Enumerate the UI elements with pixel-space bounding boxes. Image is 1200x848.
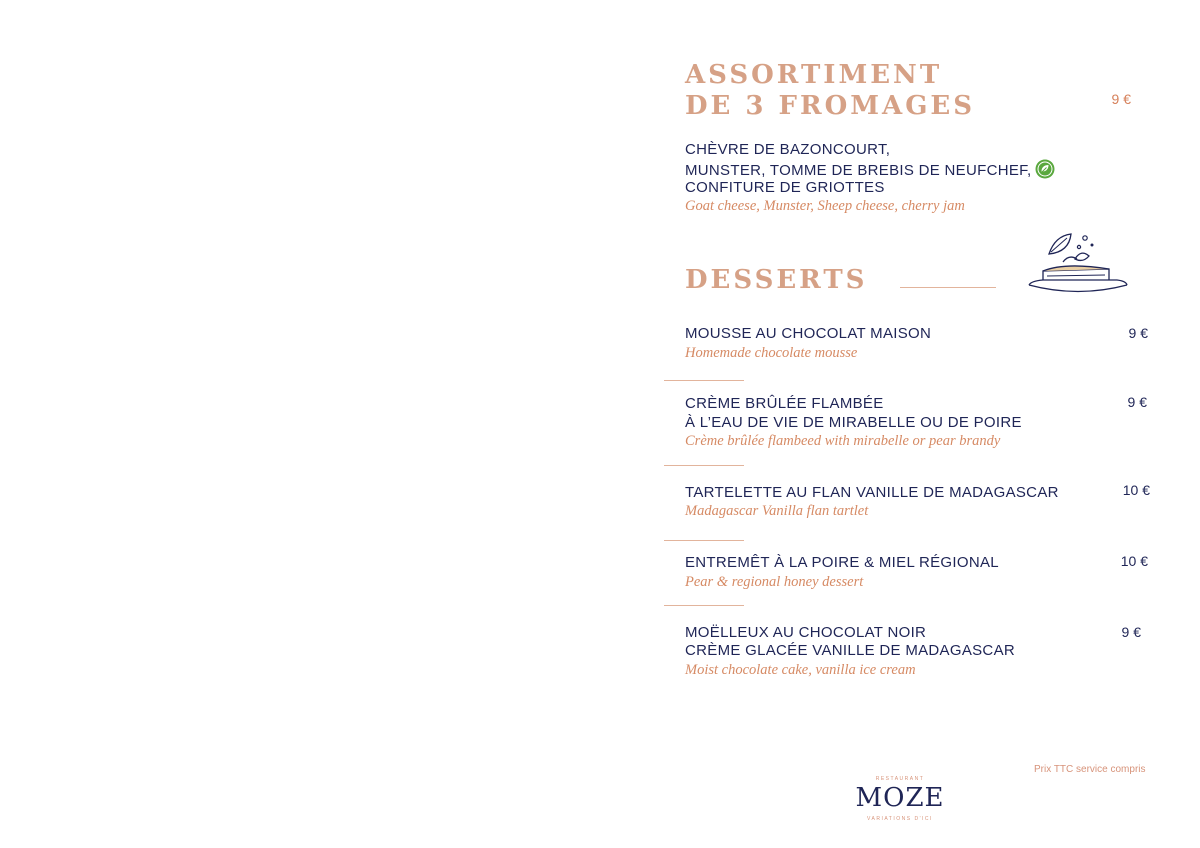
- cheese-desc-line2-row: [685, 159, 1055, 180]
- dessert-item-1-translation: Homemade chocolate mousse: [685, 345, 858, 361]
- cheese-desc-line2: MUNSTER, TOMME DE BREBIS DE NEUFCHEF,: [685, 162, 1032, 179]
- dessert-item-3-translation: Madagascar Vanilla flan tartlet: [685, 503, 869, 519]
- dessert-item-2-price: 9 €: [1127, 394, 1147, 410]
- item-divider: [664, 465, 744, 466]
- title-divider: [900, 287, 996, 288]
- cheese-title-line1: ASSORTIMENT: [685, 60, 943, 90]
- logo-name: MOZE: [855, 783, 945, 813]
- dessert-item-5-price: 9 €: [1121, 624, 1141, 640]
- dessert-item-5-name-line1: MOËLLEUX AU CHOCOLAT NOIR: [685, 624, 927, 641]
- dessert-item-1-name: MOUSSE AU CHOCOLAT MAISON: [685, 325, 932, 342]
- price-note: Prix TTC service compris: [1034, 764, 1146, 775]
- dessert-item-1-price: 9 €: [1128, 325, 1148, 341]
- dessert-item-5-translation: Moist chocolate cake, vanilla ice cream: [685, 662, 916, 678]
- dessert-item-2-name-line1: CRÈME BRÛLÉE FLAMBÉE: [685, 395, 884, 412]
- cheese-price: 9 €: [1111, 91, 1131, 107]
- cheese-desc-line1: CHÈVRE DE BAZONCOURT,: [685, 141, 891, 158]
- dessert-item-2-name-line2: À L’EAU DE VIE DE MIRABELLE OU DE POIRE: [685, 414, 1022, 431]
- dessert-item-3-name: TARTELETTE AU FLAN VANILLE DE MADAGASCAR: [685, 484, 1059, 501]
- cheese-title-line2: DE 3 FROMAGES: [685, 91, 976, 121]
- cheese-translation: Goat cheese, Munster, Sheep cheese, cherry jam: [685, 198, 965, 214]
- cheese-desc-line3: CONFITURE DE GRIOTTES: [685, 179, 885, 196]
- item-divider: [664, 380, 744, 381]
- restaurant-logo: [846, 776, 954, 826]
- dessert-item-2-translation: Crème brûlée flambeed with mirabelle or pear brandy: [685, 433, 1001, 449]
- item-divider: [664, 605, 744, 606]
- dessert-item-4-price: 10 €: [1120, 553, 1148, 569]
- item-divider: [664, 540, 744, 541]
- vegetarian-leaf-icon: [1035, 159, 1055, 179]
- logo-tagline: VARIATIONS D'ICI: [867, 816, 933, 822]
- dessert-item-5-name-line2: CRÈME GLACÉE VANILLE DE MADAGASCAR: [685, 642, 1016, 659]
- dessert-item-4-name: ENTREMÊT À LA POIRE & MIEL RÉGIONAL: [685, 554, 999, 571]
- dessert-item-4-translation: Pear & regional honey dessert: [685, 574, 864, 590]
- dessert-item-3-price: 10 €: [1122, 482, 1150, 498]
- logo-top-text: RESTAURANT: [875, 776, 925, 782]
- dessert-plate-icon: [1025, 232, 1131, 298]
- desserts-title: DESSERTS: [685, 265, 868, 295]
